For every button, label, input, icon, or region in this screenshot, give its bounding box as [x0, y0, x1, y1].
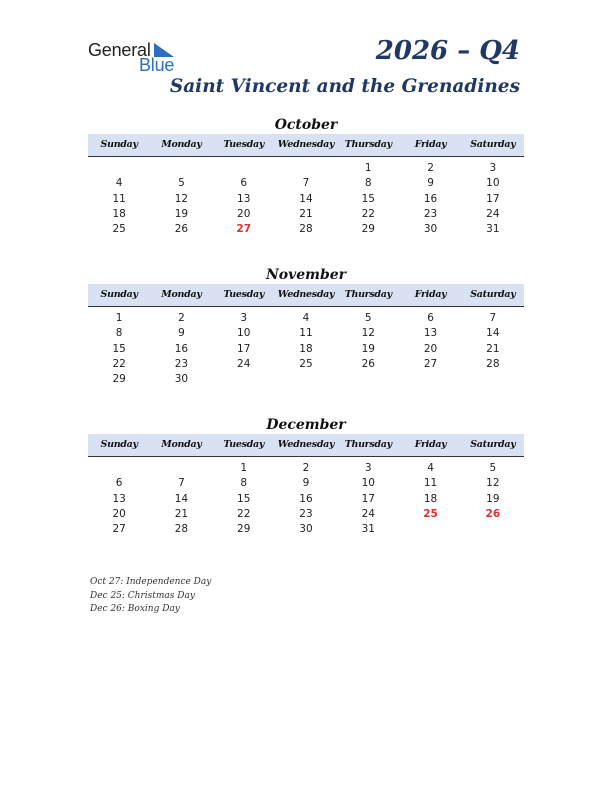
week-row: [88, 161, 524, 176]
week-row: [88, 342, 524, 357]
day-cell: 12: [486, 477, 500, 490]
week-row: [88, 326, 524, 341]
week-row: [88, 222, 524, 237]
day-cell: 5: [489, 462, 497, 474]
holiday-note: Dec 25: Christmas Day: [90, 590, 195, 601]
day-cell: 2: [427, 162, 434, 174]
day-cell: 15: [112, 342, 126, 355]
empty-day-cell: [150, 461, 212, 476]
month-title: December: [266, 417, 346, 433]
month-title: November: [265, 267, 347, 283]
holiday-day-cell: 25: [423, 507, 438, 520]
day-cell: 6: [115, 477, 123, 490]
day-cell: 7: [178, 477, 185, 490]
week-row: [88, 522, 524, 537]
day-cell: 18: [299, 342, 313, 355]
day-cell: 27: [112, 523, 126, 536]
week-row: [88, 492, 524, 507]
day-cell: 13: [423, 327, 438, 340]
day-cell: 9: [178, 327, 185, 340]
day-cell: 10: [486, 177, 500, 190]
day-cell: 21: [486, 342, 500, 355]
month-grid: [88, 161, 524, 237]
day-cell: 20: [423, 342, 438, 355]
day-cell: 13: [112, 492, 126, 505]
day-cell: 23: [174, 357, 189, 370]
day-cell: 5: [178, 177, 185, 190]
day-cell: 28: [486, 357, 500, 370]
weekday-label: Friday: [414, 139, 447, 150]
weekday-label: Tuesday: [223, 139, 265, 150]
weekday-label: Tuesday: [223, 289, 265, 300]
week-row: [88, 192, 524, 207]
weekday-label: Thursday: [344, 439, 392, 450]
week-row: [88, 357, 524, 372]
day-cell: 15: [361, 192, 375, 205]
week-row: [88, 207, 524, 222]
day-cell: 15: [237, 492, 251, 505]
day-cell: 12: [174, 192, 189, 205]
weekday-header: [88, 134, 524, 157]
month-october: [88, 116, 524, 237]
day-cell: 3: [489, 162, 497, 174]
day-cell: 27: [423, 357, 438, 370]
day-cell: 4: [302, 312, 310, 324]
day-cell: 28: [174, 523, 189, 536]
day-cell: 14: [299, 192, 313, 205]
week-row: [88, 311, 524, 326]
day-cell: 10: [361, 477, 375, 490]
day-cell: 22: [361, 207, 375, 220]
day-cell: 16: [299, 492, 313, 505]
empty-day-cell: [275, 372, 337, 387]
week-row: [88, 372, 524, 387]
day-cell: 21: [299, 207, 313, 220]
weekday-label: Saturday: [470, 139, 516, 150]
day-cell: 3: [240, 312, 248, 324]
day-cell: 24: [486, 207, 500, 220]
week-row: [88, 461, 524, 476]
day-cell: 12: [361, 327, 375, 340]
empty-day-cell: [88, 461, 150, 476]
weekday-label: Thursday: [344, 139, 392, 150]
day-cell: 29: [361, 223, 375, 236]
day-cell: 10: [237, 327, 251, 340]
month-title: October: [274, 117, 338, 133]
day-cell: 11: [299, 327, 313, 340]
day-cell: 30: [299, 523, 313, 536]
holiday-note: Oct 27: Independence Day: [90, 577, 212, 587]
weekday-header: [88, 284, 524, 307]
day-cell: 26: [174, 223, 189, 236]
day-cell: 31: [361, 523, 375, 536]
week-row: [88, 476, 524, 491]
empty-day-cell: [88, 161, 150, 176]
day-cell: 17: [486, 192, 500, 205]
day-cell: 23: [299, 507, 313, 520]
weekday-label: Wednesday: [277, 139, 335, 150]
day-cell: 14: [174, 492, 189, 505]
day-cell: 7: [489, 312, 497, 324]
weekday-header: [88, 434, 524, 457]
day-cell: 9: [427, 177, 434, 190]
day-cell: 18: [423, 492, 438, 505]
weekday-label: Wednesday: [277, 289, 335, 300]
weekday-label: Sunday: [100, 439, 138, 450]
day-cell: 17: [237, 342, 251, 355]
weekday-label: Saturday: [470, 289, 516, 300]
day-cell: 11: [423, 477, 438, 490]
logo-blue-text: Blue: [139, 55, 175, 75]
day-cell: 30: [174, 373, 189, 386]
weekday-label: Monday: [161, 139, 202, 150]
empty-day-cell: [150, 161, 212, 176]
holiday-notes: [90, 576, 211, 617]
day-cell: 22: [237, 507, 251, 520]
day-cell: 28: [299, 223, 313, 236]
weekday-label: Friday: [414, 289, 447, 300]
day-cell: 1: [240, 462, 248, 474]
weekday-label: Friday: [414, 439, 447, 450]
empty-day-cell: [399, 372, 461, 387]
day-cell: 19: [361, 342, 375, 355]
month-december: [88, 416, 524, 537]
day-cell: 18: [112, 207, 126, 220]
day-cell: 21: [174, 507, 189, 520]
day-cell: 17: [361, 492, 375, 505]
empty-day-cell: [275, 161, 337, 176]
empty-day-cell: [462, 372, 524, 387]
day-cell: 2: [302, 462, 310, 474]
day-cell: 19: [486, 492, 500, 505]
day-cell: 14: [486, 327, 500, 340]
day-cell: 24: [237, 357, 251, 370]
weekday-label: Sunday: [100, 289, 138, 300]
page-subtitle: Saint Vincent and the Grenadines: [169, 76, 520, 97]
month-grid: [88, 311, 524, 387]
day-cell: 25: [299, 357, 313, 370]
day-cell: 1: [115, 312, 123, 324]
day-cell: 3: [364, 462, 372, 474]
day-cell: 11: [112, 192, 126, 205]
day-cell: 4: [427, 462, 434, 474]
weekday-label: Sunday: [100, 139, 138, 150]
day-cell: 13: [237, 192, 251, 205]
day-cell: 26: [361, 357, 375, 370]
day-cell: 25: [112, 223, 126, 236]
day-cell: 23: [423, 207, 438, 220]
empty-day-cell: [399, 522, 461, 537]
day-cell: 8: [240, 477, 248, 490]
weekday-label: Tuesday: [223, 439, 265, 450]
holiday-note: Dec 26: Boxing Day: [90, 604, 180, 614]
day-cell: 4: [115, 177, 123, 190]
week-row: [88, 507, 524, 522]
weekday-label: Monday: [161, 289, 202, 300]
holiday-day-cell: 27: [236, 223, 252, 236]
logo-general-text: General: [88, 40, 151, 60]
day-cell: 8: [364, 177, 372, 190]
weekday-label: Thursday: [344, 289, 392, 300]
empty-day-cell: [213, 372, 275, 387]
empty-day-cell: [213, 161, 275, 176]
month-grid: [88, 461, 524, 537]
day-cell: 16: [423, 192, 438, 205]
generalblue-logo: [88, 40, 198, 76]
holiday-day-cell: 26: [485, 507, 501, 520]
day-cell: 16: [174, 342, 189, 355]
empty-day-cell: [337, 372, 399, 387]
day-cell: 29: [112, 373, 126, 386]
day-cell: 19: [174, 207, 189, 220]
day-cell: 6: [240, 177, 248, 190]
month-november: [88, 266, 524, 387]
day-cell: 6: [427, 312, 434, 324]
weekday-label: Wednesday: [277, 439, 335, 450]
empty-day-cell: [462, 522, 524, 537]
day-cell: 30: [423, 223, 438, 236]
day-cell: 8: [115, 327, 123, 340]
day-cell: 1: [364, 162, 372, 174]
day-cell: 29: [237, 523, 251, 536]
day-cell: 9: [302, 477, 310, 490]
day-cell: 7: [302, 177, 310, 190]
day-cell: 5: [364, 312, 372, 324]
day-cell: 22: [112, 357, 126, 370]
weekday-label: Monday: [161, 439, 202, 450]
week-row: [88, 176, 524, 191]
day-cell: 2: [178, 312, 185, 324]
day-cell: 20: [112, 507, 126, 520]
day-cell: 24: [361, 507, 375, 520]
day-cell: 31: [486, 223, 500, 236]
day-cell: 20: [237, 207, 251, 220]
page-title: 2026 – Q4: [375, 36, 520, 66]
weekday-label: Saturday: [470, 439, 516, 450]
